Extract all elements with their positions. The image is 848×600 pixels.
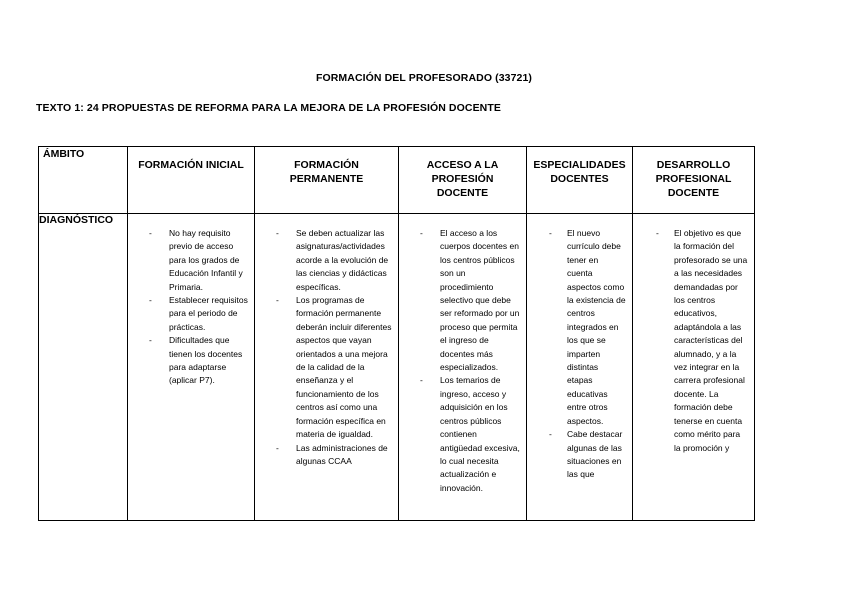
table-row bbox=[39, 214, 755, 521]
list-item: - Cabe destacar algunas de las situaciones en las que bbox=[567, 428, 626, 482]
cell-acceso-profesion bbox=[399, 214, 527, 521]
proposals-table bbox=[38, 146, 755, 521]
list-item: - El nuevo currículo debe tener en cuenta aspectos como la existencia de centros integrados en los que se imparten distintas etapas educativas entre otros aspectos. bbox=[567, 227, 626, 428]
cell-especialidades bbox=[527, 214, 633, 521]
list-item: - El objetivo es que la formación del profesorado se una a las necesidades demandadas por los centros educativos, adaptándola a las características del alumnado, y a la vez integrar en la carrera profesional docente. La formación debe tenerse en cuenta como mérito para la promoción y bbox=[674, 227, 748, 455]
list-item: - Los temarios de ingreso, acceso y adquisición en los centros públicos contienen antigüedad excesiva, lo cual necesita actualización e innovación. bbox=[440, 374, 520, 495]
list-item: - El acceso a los cuerpos docentes en los centros públicos son un procedimiento selectivo que debe ser reformado por un proceso que permita el ingreso de docentes más especializados. bbox=[440, 227, 520, 374]
header-formacion-inicial: FORMACIÓN INICIAL bbox=[128, 147, 255, 214]
list-item: - Establecer requisitos para el periodo de prácticas. bbox=[169, 294, 248, 334]
list-item: - Los programas de formación permanente deberán incluir diferentes aspectos que vayan orientados a una mejora de la calidad de la enseñanza y el funcionamiento de los centros así como una formación específica en materia de igualdad. bbox=[296, 294, 392, 441]
bullet-list bbox=[399, 214, 526, 495]
bullet-list bbox=[128, 214, 254, 388]
cell-desarrollo-profesional bbox=[633, 214, 755, 521]
bullet-list bbox=[633, 214, 754, 455]
bullet-list bbox=[255, 214, 398, 468]
list-item: - Se deben actualizar las asignaturas/actividades acorde a la evolución de las ciencias y didácticas específicas. bbox=[296, 227, 392, 294]
document-subtitle: TEXTO 1: 24 PROPUESTAS DE REFORMA PARA LA MEJORA DE LA PROFESIÓN DOCENTE bbox=[36, 102, 501, 114]
header-especialidades: ESPECIALIDADES DOCENTES bbox=[527, 147, 633, 214]
list-item: - Las administraciones de algunas CCAA bbox=[296, 442, 392, 469]
header-ambito: ÁMBITO bbox=[39, 147, 128, 214]
header-desarrollo-profesional: DESARROLLO PROFESIONAL DOCENTE bbox=[633, 147, 755, 214]
row-label-diagnostico: DIAGNÓSTICO bbox=[39, 214, 128, 521]
list-item: - No hay requisito previo de acceso para los grados de Educación Infantil y Primaria. bbox=[169, 227, 248, 294]
list-item: - Dificultades que tienen los docentes para adaptarse (aplicar P7). bbox=[169, 334, 248, 388]
header-acceso-profesion: ACCESO A LA PROFESIÓN DOCENTE bbox=[399, 147, 527, 214]
cell-formacion-permanente bbox=[255, 214, 399, 521]
header-formacion-permanente: FORMACIÓN PERMANENTE bbox=[255, 147, 399, 214]
bullet-list bbox=[527, 214, 632, 482]
table-header-row bbox=[39, 147, 755, 214]
document-title: FORMACIÓN DEL PROFESORADO (33721) bbox=[315, 72, 533, 84]
cell-formacion-inicial bbox=[128, 214, 255, 521]
